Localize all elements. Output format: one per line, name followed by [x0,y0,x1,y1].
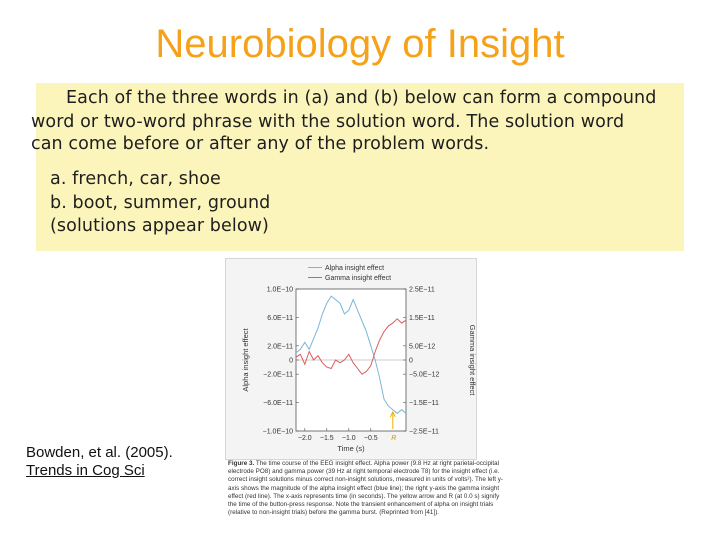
right-axis-tick-label: −5.0E−12 [409,371,440,379]
citation-authors: Bowden, et al. (2005). [26,444,173,461]
left-axis-tick-label: −6.0E−11 [263,400,293,408]
x-axis-tick-label: −1.5 [319,435,334,442]
left-axis-tick-label: −2.0E−11 [263,371,293,379]
eeg-insight-chart [226,259,476,459]
slide-title: Neurobiology of Insight [155,22,565,66]
figure-caption-text: The time course of the EEG insight effect. Alpha power (9.8 Hz at right parietal-occipital electrode PO8) and gamma power (39 Hz at right temporal electrode T8) for the insight effect (i.e. correct insight solutions minus correct non-insight solutions, measured in units of volts²). The left y-axis shows the magnitude of the alpha insight effect (blue line); the right y-axis the gamma insight effect (red line). The x-axis represents time (in seconds). The yellow arrow and R (at 0.0 s) signify the time of the button-press response. Note the transient enhancement of alpha on insight trials (relative to non-insight trials) before the gamma burst. (Reprinted from [41]). [228,460,503,517]
left-axis-tick-label: 6.0E−11 [267,314,293,322]
left-axis-tick-label: 2.0E−11 [267,343,293,351]
insight-problem-box [31,83,684,251]
right-axis-tick-label: −1.5E−11 [409,400,439,408]
citation [26,444,173,480]
right-axis-tick-label: 5.0E−12 [409,343,436,351]
eeg-figure [225,258,477,460]
left-axis-tick-label: 1.0E−10 [266,286,293,294]
right-axis-tick-label: 0 [409,357,413,365]
right-axis-tick-label: 1.5E−11 [409,314,435,322]
left-axis-tick-label: 0 [289,357,293,365]
problem-item-b: b. boot, summer, ground [50,193,271,213]
solutions-note: (solutions appear below) [50,216,269,236]
figure-caption-label: Figure 3. [228,460,255,467]
left-axis-label: Alpha insight effect [241,328,250,392]
x-axis-label: Time (s) [337,444,365,453]
right-axis-tick-label: 2.5E−11 [409,286,435,294]
problem-instruction-line-3: can come before or after any of the problem words. [31,134,490,154]
problem-item-a: a. french, car, shoe [50,169,221,189]
legend-label: Gamma insight effect [325,275,392,282]
right-axis-label: Gamma insight effect [468,324,477,396]
legend-label: Alpha insight effect [325,265,385,272]
x-axis-tick-label: −1.0 [341,435,356,442]
response-marker-label: R [391,435,397,442]
x-axis-tick-label: −2.0 [297,435,312,442]
x-axis-tick-label: −0.5 [363,435,378,442]
left-axis-tick-label: −1.0E−10 [262,428,293,436]
citation-journal-link[interactable]: Trends in Cog Sci [26,462,145,479]
figure-caption [228,460,508,517]
problem-instruction-line-1: Each of the three words in (a) and (b) below can form a compound [66,88,657,108]
problem-instruction-line-2: word or two-word phrase with the solution word. The solution word [31,112,625,132]
right-axis-tick-label: −2.5E−11 [409,428,439,436]
